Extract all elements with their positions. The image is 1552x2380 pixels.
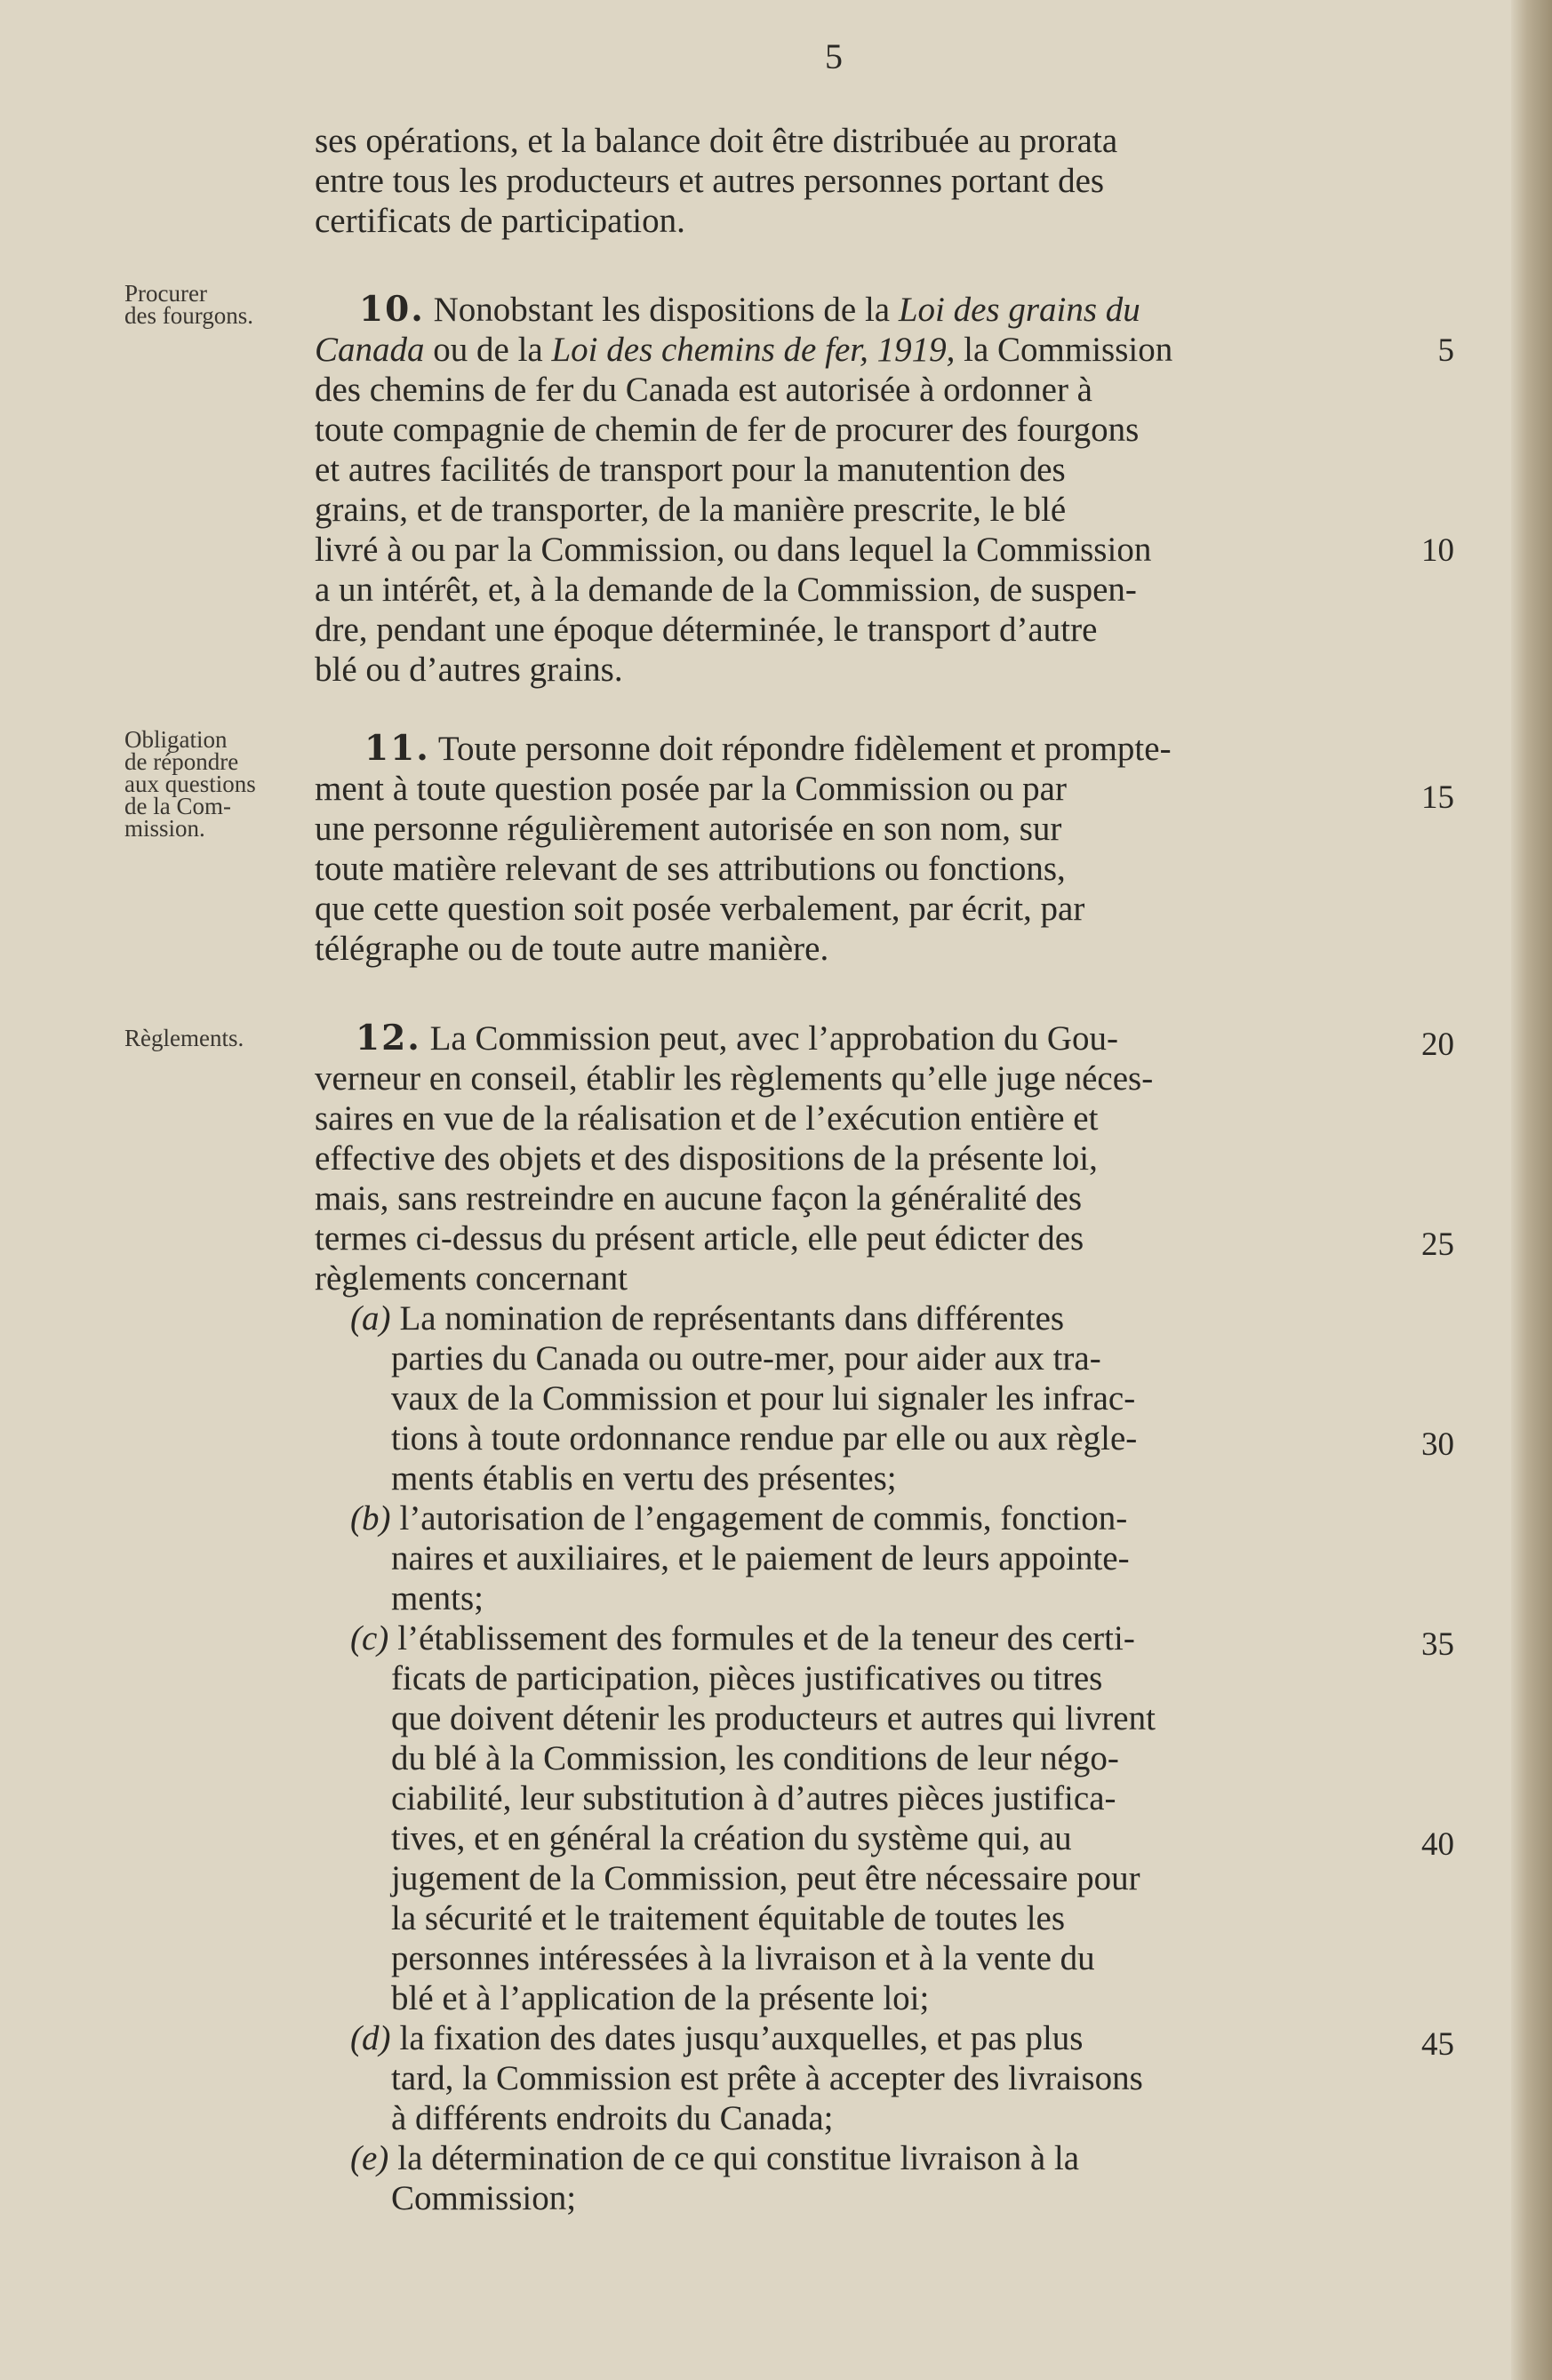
text-line: tions à toute ordonnance rendue par elle ou aux règle-: [391, 1419, 1138, 1458]
text-span: Toute personne doit répondre fidèlement et prompte-: [437, 730, 1172, 768]
list-item-b: [315, 1498, 1381, 1618]
line-number: 15: [1421, 779, 1454, 816]
text-line: que cette question soit posée verbalement, par écrit, par: [315, 890, 1085, 928]
text-line: saires en vue de la réalisation et de l’exécution entière et: [315, 1099, 1099, 1138]
text-span: la Commission: [955, 331, 1173, 369]
margin-note-section-11: [124, 726, 311, 842]
text-line: ciabilité, leur substitution à d’autres pièces justifica-: [391, 1779, 1116, 1817]
text-line: à différents endroits du Canada;: [391, 2099, 834, 2137]
text-line: [315, 290, 1381, 330]
text-line: [315, 1498, 1381, 1538]
text-span: la fixation des dates jusqu’auxquelles, et pas plus: [399, 2019, 1084, 2057]
text-line: livré à ou par la Commission, ou dans lequel la Commission: [315, 531, 1152, 569]
item-label: (d): [350, 2019, 391, 2057]
section-10-paragraph: [315, 290, 1381, 690]
line-number: 5: [1437, 332, 1454, 369]
margin-note-section-12: [124, 1027, 311, 1050]
text-line: blé et à l’application de la présente loi;: [391, 1979, 930, 2017]
text-line: entre tous les producteurs et autres personnes portant des: [315, 162, 1105, 200]
list-item-d: [315, 2018, 1381, 2138]
text-line: ments;: [391, 1579, 484, 1617]
text-line: toute compagnie de chemin de fer de procurer des fourgons: [315, 411, 1140, 449]
text-line: tives, et en général la création du système qui, au: [391, 1819, 1072, 1857]
text-line: blé ou d’autres grains.: [315, 651, 623, 689]
text-line: du blé à la Commission, les conditions de leur négo-: [391, 1739, 1119, 1777]
text-line: des chemins de fer du Canada est autorisée à ordonner à: [315, 371, 1092, 409]
text-line: naires et auxiliaires, et le paiement de leurs appointe-: [391, 1539, 1130, 1577]
text-line: [315, 330, 1381, 370]
text-line: effective des objets et des dispositions de la présente loi,: [315, 1139, 1098, 1178]
margin-note-line: de la Com-: [124, 793, 231, 819]
list-item-e: [315, 2138, 1381, 2218]
text-line: [315, 729, 1381, 769]
text-line: vaux de la Commission et pour lui signaler les infrac-: [391, 1379, 1136, 1418]
margin-note-line: aux questions: [124, 771, 256, 797]
line-number: 20: [1421, 1026, 1454, 1063]
statute-title: Canada: [315, 331, 425, 369]
margin-note-line: Règlements.: [124, 1025, 244, 1051]
section-12-paragraph: [315, 1018, 1381, 1298]
text-line: mais, sans restreindre en aucune façon la généralité des: [315, 1179, 1083, 1218]
text-line: [315, 1018, 1381, 1058]
book-spine-shadow: [1511, 0, 1552, 2380]
list-item-c: [315, 1618, 1381, 2018]
list-item-a: [315, 1298, 1381, 1498]
text-line: [315, 1298, 1381, 1338]
text-line: une personne régulièrement autorisée en son nom, sur: [315, 810, 1062, 848]
text-span: La Commission peut, avec l’approbation du Gou-: [429, 1019, 1119, 1058]
text-line: jugement de la Commission, peut être nécessaire pour: [391, 1859, 1140, 1897]
margin-note-line: de répondre: [124, 748, 239, 775]
text-line: ficats de participation, pièces justificatives ou titres: [391, 1659, 1103, 1697]
margin-note-line: mission.: [124, 815, 205, 842]
section-number: 11.: [364, 728, 430, 769]
item-label: (a): [350, 1299, 391, 1338]
margin-note-line: Procurer: [124, 280, 207, 307]
statute-title: Loi des grains du: [898, 291, 1140, 329]
text-line: que doivent détenir les producteurs et autres qui livrent: [391, 1699, 1156, 1737]
margin-note-line: Obligation: [124, 726, 228, 753]
text-span: l’autorisation de l’engagement de commis, fonction-: [399, 1499, 1128, 1537]
text-line: certificats de participation.: [315, 202, 685, 240]
page-number: 5: [825, 36, 843, 76]
section-12-items: [315, 1298, 1381, 2218]
text-line: et autres facilités de transport pour la manutention des: [315, 451, 1066, 489]
text-line: la sécurité et le traitement équitable de toutes les: [391, 1899, 1066, 1937]
section-number: 12.: [356, 1018, 421, 1058]
text-line: verneur en conseil, établir les règlements qu’elle juge néces-: [315, 1059, 1154, 1098]
text-line: ment à toute question posée par la Commission ou par: [315, 770, 1067, 808]
margin-note-line: des fourgons.: [124, 302, 253, 329]
text-line: règlements concernant: [315, 1259, 628, 1298]
text-line: a un intérêt, et, à la demande de la Commission, de suspen-: [315, 571, 1137, 609]
text-line: ments établis en vertu des présentes;: [391, 1459, 897, 1497]
text-line: ses opérations, et la balance doit être distribuée au prorata: [315, 122, 1118, 160]
statute-title: Loi des chemins de fer, 1919,: [551, 331, 956, 369]
line-number: 25: [1421, 1226, 1454, 1263]
line-number: 35: [1421, 1626, 1454, 1663]
text-line: toute matière relevant de ses attributions ou fonctions,: [315, 850, 1066, 888]
text-span: La nomination de représentants dans différentes: [399, 1299, 1065, 1338]
text-line: parties du Canada ou outre-mer, pour aider aux tra-: [391, 1339, 1101, 1378]
line-number: 10: [1421, 532, 1454, 569]
text-line: [315, 2138, 1381, 2178]
text-line: personnes intéressées à la livraison et à la vente du: [391, 1939, 1095, 1977]
line-number: 45: [1421, 2026, 1454, 2063]
text-line: grains, et de transporter, de la manière prescrite, le blé: [315, 491, 1067, 529]
text-line: tard, la Commission est prête à accepter des livraisons: [391, 2059, 1143, 2097]
text-span: ou de la: [424, 331, 552, 369]
section-11-paragraph: [315, 729, 1381, 969]
section-number: 10.: [359, 289, 425, 330]
margin-note-section-10: [124, 280, 311, 329]
text-line: termes ci-dessus du présent article, elle peut édicter des: [315, 1219, 1084, 1258]
text-span: Nonobstant les dispositions de la: [433, 291, 899, 329]
item-label: (b): [350, 1499, 391, 1537]
item-label: (c): [350, 1619, 389, 1657]
item-label: (e): [350, 2139, 389, 2177]
continuation-paragraph: [315, 121, 1381, 241]
line-number: 30: [1421, 1426, 1454, 1463]
line-number: 40: [1421, 1826, 1454, 1863]
text-line: [315, 2018, 1381, 2058]
text-span: la détermination de ce qui constitue livraison à la: [397, 2139, 1080, 2177]
text-line: Commission;: [391, 2179, 577, 2217]
text-line: [315, 1618, 1381, 1658]
text-line: télégraphe ou de toute autre manière.: [315, 930, 829, 968]
text-line: dre, pendant une époque déterminée, le transport d’autre: [315, 611, 1098, 649]
text-span: l’établissement des formules et de la teneur des certi-: [397, 1619, 1135, 1657]
